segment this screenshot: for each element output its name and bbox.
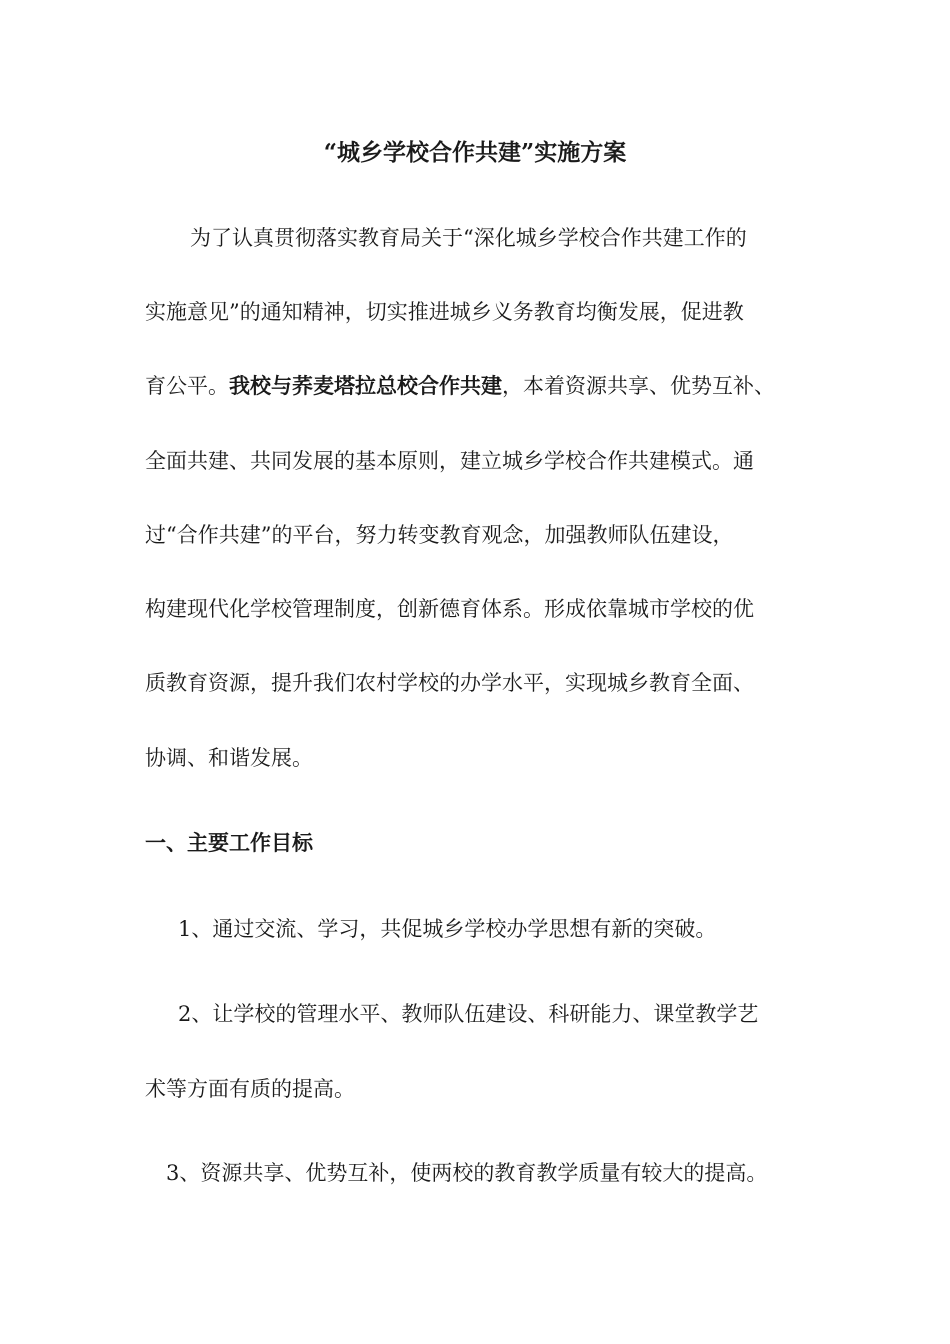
goal-item-2-line-1: 2、让学校的管理水平、教师队伍建设、科研能力、课堂教学艺 <box>178 1002 759 1026</box>
intro-line-5: 过“合作共建”的平台，努力转变教育观念，加强教师队伍建设， <box>145 523 734 547</box>
intro-line-8: 协调、和谐发展。 <box>145 746 313 770</box>
intro-line-4: 全面共建、共同发展的基本原则，建立城乡学校合作共建模式。通 <box>145 449 754 473</box>
intro-bold-phrase: 我校与荞麦塔拉总校合作共建 <box>229 373 502 398</box>
intro-line-3-start: 育公平。 <box>145 374 229 398</box>
document-title: “城乡学校合作共建”实施方案 <box>323 139 627 166</box>
intro-line-6: 构建现代化学校管理制度，创新德育体系。形成依靠城市学校的优 <box>145 597 754 621</box>
goal-item-3: 3、资源共享、优势互补，使两校的教育教学质量有较大的提高。 <box>166 1161 768 1185</box>
intro-line-3-end: ，本着资源共享、优势互补、 <box>502 374 775 398</box>
intro-line-7: 质教育资源，提升我们农村学校的办学水平，实现城乡教育全面、 <box>145 671 754 695</box>
intro-line-1: 为了认真贯彻落实教育局关于“深化城乡学校合作共建工作的 <box>190 226 747 250</box>
section-heading: 一、主要工作目标 <box>145 830 313 855</box>
goal-item-1: 1、通过交流、学习，共促城乡学校办学思想有新的突破。 <box>178 917 717 941</box>
intro-line-3 <box>145 371 775 401</box>
goal-item-2-line-2: 术等方面有质的提高。 <box>145 1077 355 1101</box>
intro-line-2: 实施意见”的通知精神，切实推进城乡义务教育均衡发展，促进教 <box>145 300 744 324</box>
